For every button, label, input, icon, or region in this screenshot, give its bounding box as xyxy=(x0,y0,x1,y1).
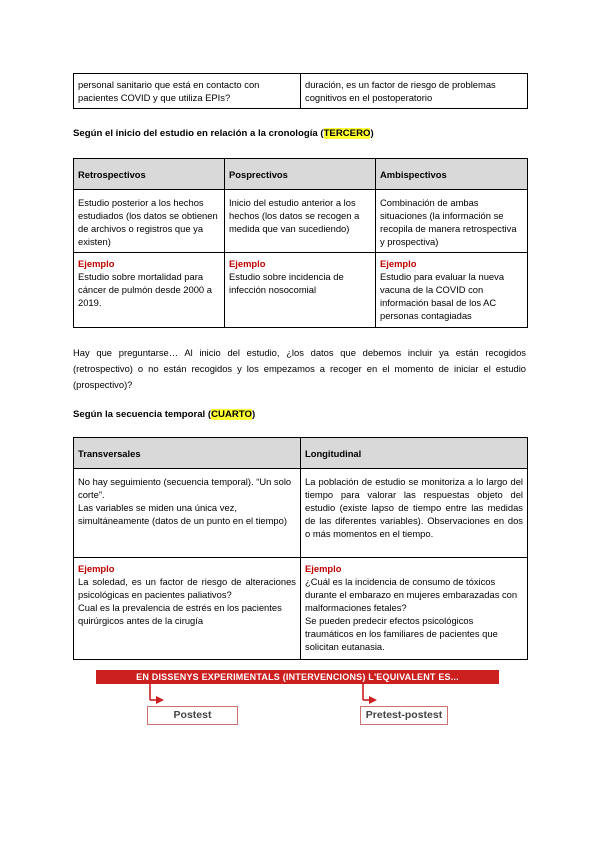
example-posprectivos xyxy=(225,253,376,328)
desc-retrospectivos: Estudio posterior a los hechos estudiados (los datos se obtienen de archivos o registros que ya existen) xyxy=(74,190,225,253)
example-ambispectivos xyxy=(376,253,528,328)
example-text: Cual es la prevalencia de estrés en los pacientes quirúrgicos antes de la cirugía xyxy=(78,602,282,626)
desc-text: Las variables se miden una única vez, simultáneamente (datos de un punto en el tiempo) xyxy=(78,502,287,526)
table-row xyxy=(74,253,528,328)
example-text: Estudio sobre incidencia de infección nosocomial xyxy=(229,271,344,295)
table-row xyxy=(74,74,528,109)
highlight-tercero: TERCERO xyxy=(323,128,371,139)
postest-box: Postest xyxy=(147,706,238,725)
example-retrospectivos xyxy=(74,253,225,328)
example-transversales xyxy=(74,558,301,660)
table-header-row xyxy=(74,438,528,469)
example-label: Ejemplo xyxy=(78,258,115,269)
example-text: Se pueden predecir efectos psicológicos traumáticos en los familiares de pacientes que solicitan eutanasia. xyxy=(305,615,498,652)
example-text: ¿Cuál es la incidencia de consumo de tóxicos durante el embarazo en mujeres embarazadas con malformaciones fetales? xyxy=(305,576,518,613)
table-row xyxy=(74,469,528,558)
example-text: Estudio para evaluar la nueva vacuna de la COVID con información basal de los AC personas contagiadas xyxy=(380,271,505,321)
highlight-cuarto: CUARTO xyxy=(211,409,252,420)
example-label: Ejemplo xyxy=(229,258,266,269)
example-label: Ejemplo xyxy=(380,258,417,269)
pretest-postest-box: Pretest-postest xyxy=(360,706,448,725)
desc-posprectivos: Inicio del estudio anterior a los hechos (los datos se recogen a medida que van sucediendo) xyxy=(225,190,376,253)
example-label: Ejemplo xyxy=(78,563,115,574)
secuencia-table xyxy=(73,437,528,660)
top-table xyxy=(73,73,528,109)
desc-text: No hay seguimiento (secuencia temporal). “Un solo corte”. xyxy=(78,476,292,500)
cronologia-table xyxy=(73,158,528,328)
header-transversales: Transversales xyxy=(74,438,301,469)
section-heading-tercero xyxy=(73,128,374,139)
heading-text: Según la secuencia temporal ( xyxy=(73,409,212,420)
table-header-row xyxy=(74,159,528,190)
header-longitudinal: Longitudinal xyxy=(301,438,528,469)
desc-transversales xyxy=(74,469,301,558)
header-posprectivos: Posprectivos xyxy=(225,159,376,190)
section-heading-cuarto xyxy=(73,409,255,420)
header-ambispectivos: Ambispectivos xyxy=(376,159,528,190)
desc-longitudinal: La población de estudio se monitoriza a lo largo del tiempo para valorar las respuestas objeto del estudio (existe lapso de tiempo entre las medidas de las diferentes variables). Observaciones en dos o más momentos en el tiempo. xyxy=(301,469,528,558)
heading-suffix: ) xyxy=(370,128,374,139)
example-label: Ejemplo xyxy=(305,563,342,574)
table-row xyxy=(74,558,528,660)
heading-text: Según el inicio del estudio en relación a la cronología ( xyxy=(73,128,324,139)
body-paragraph: Hay que preguntarse… Al inicio del estudio, ¿los datos que debemos incluir ya están recogidos (retrospectivo) o no están recogidos y los empezamos a recoger en el momento de iniciar el estudio (prospectivo)? xyxy=(73,347,526,390)
heading-suffix: ) xyxy=(251,409,256,420)
desc-ambispectivos: Combinación de ambas situaciones (la información se recopila de manera retrospectiva y prospectiva) xyxy=(376,190,528,253)
example-text: Estudio sobre mortalidad para cáncer de pulmón desde 2000 a 2019. xyxy=(78,271,212,308)
example-text: La soledad, es un factor de riesgo de alteraciones psicológicas en pacientes paliativos? xyxy=(78,576,296,600)
header-retrospectivos: Retrospectivos xyxy=(74,159,225,190)
experimental-designs-banner: EN DISSENYS EXPERIMENTALS (INTERVENCIONS) L'EQUIVALENT ES... xyxy=(96,670,499,684)
top-table-right-cell: duración, es un factor de riesgo de problemas cognitivos en el postoperatorio xyxy=(301,74,528,109)
table-row xyxy=(74,190,528,253)
example-longitudinal xyxy=(301,558,528,660)
top-table-left-cell: personal sanitario que está en contacto con pacientes COVID y que utiliza EPIs? xyxy=(74,74,301,109)
